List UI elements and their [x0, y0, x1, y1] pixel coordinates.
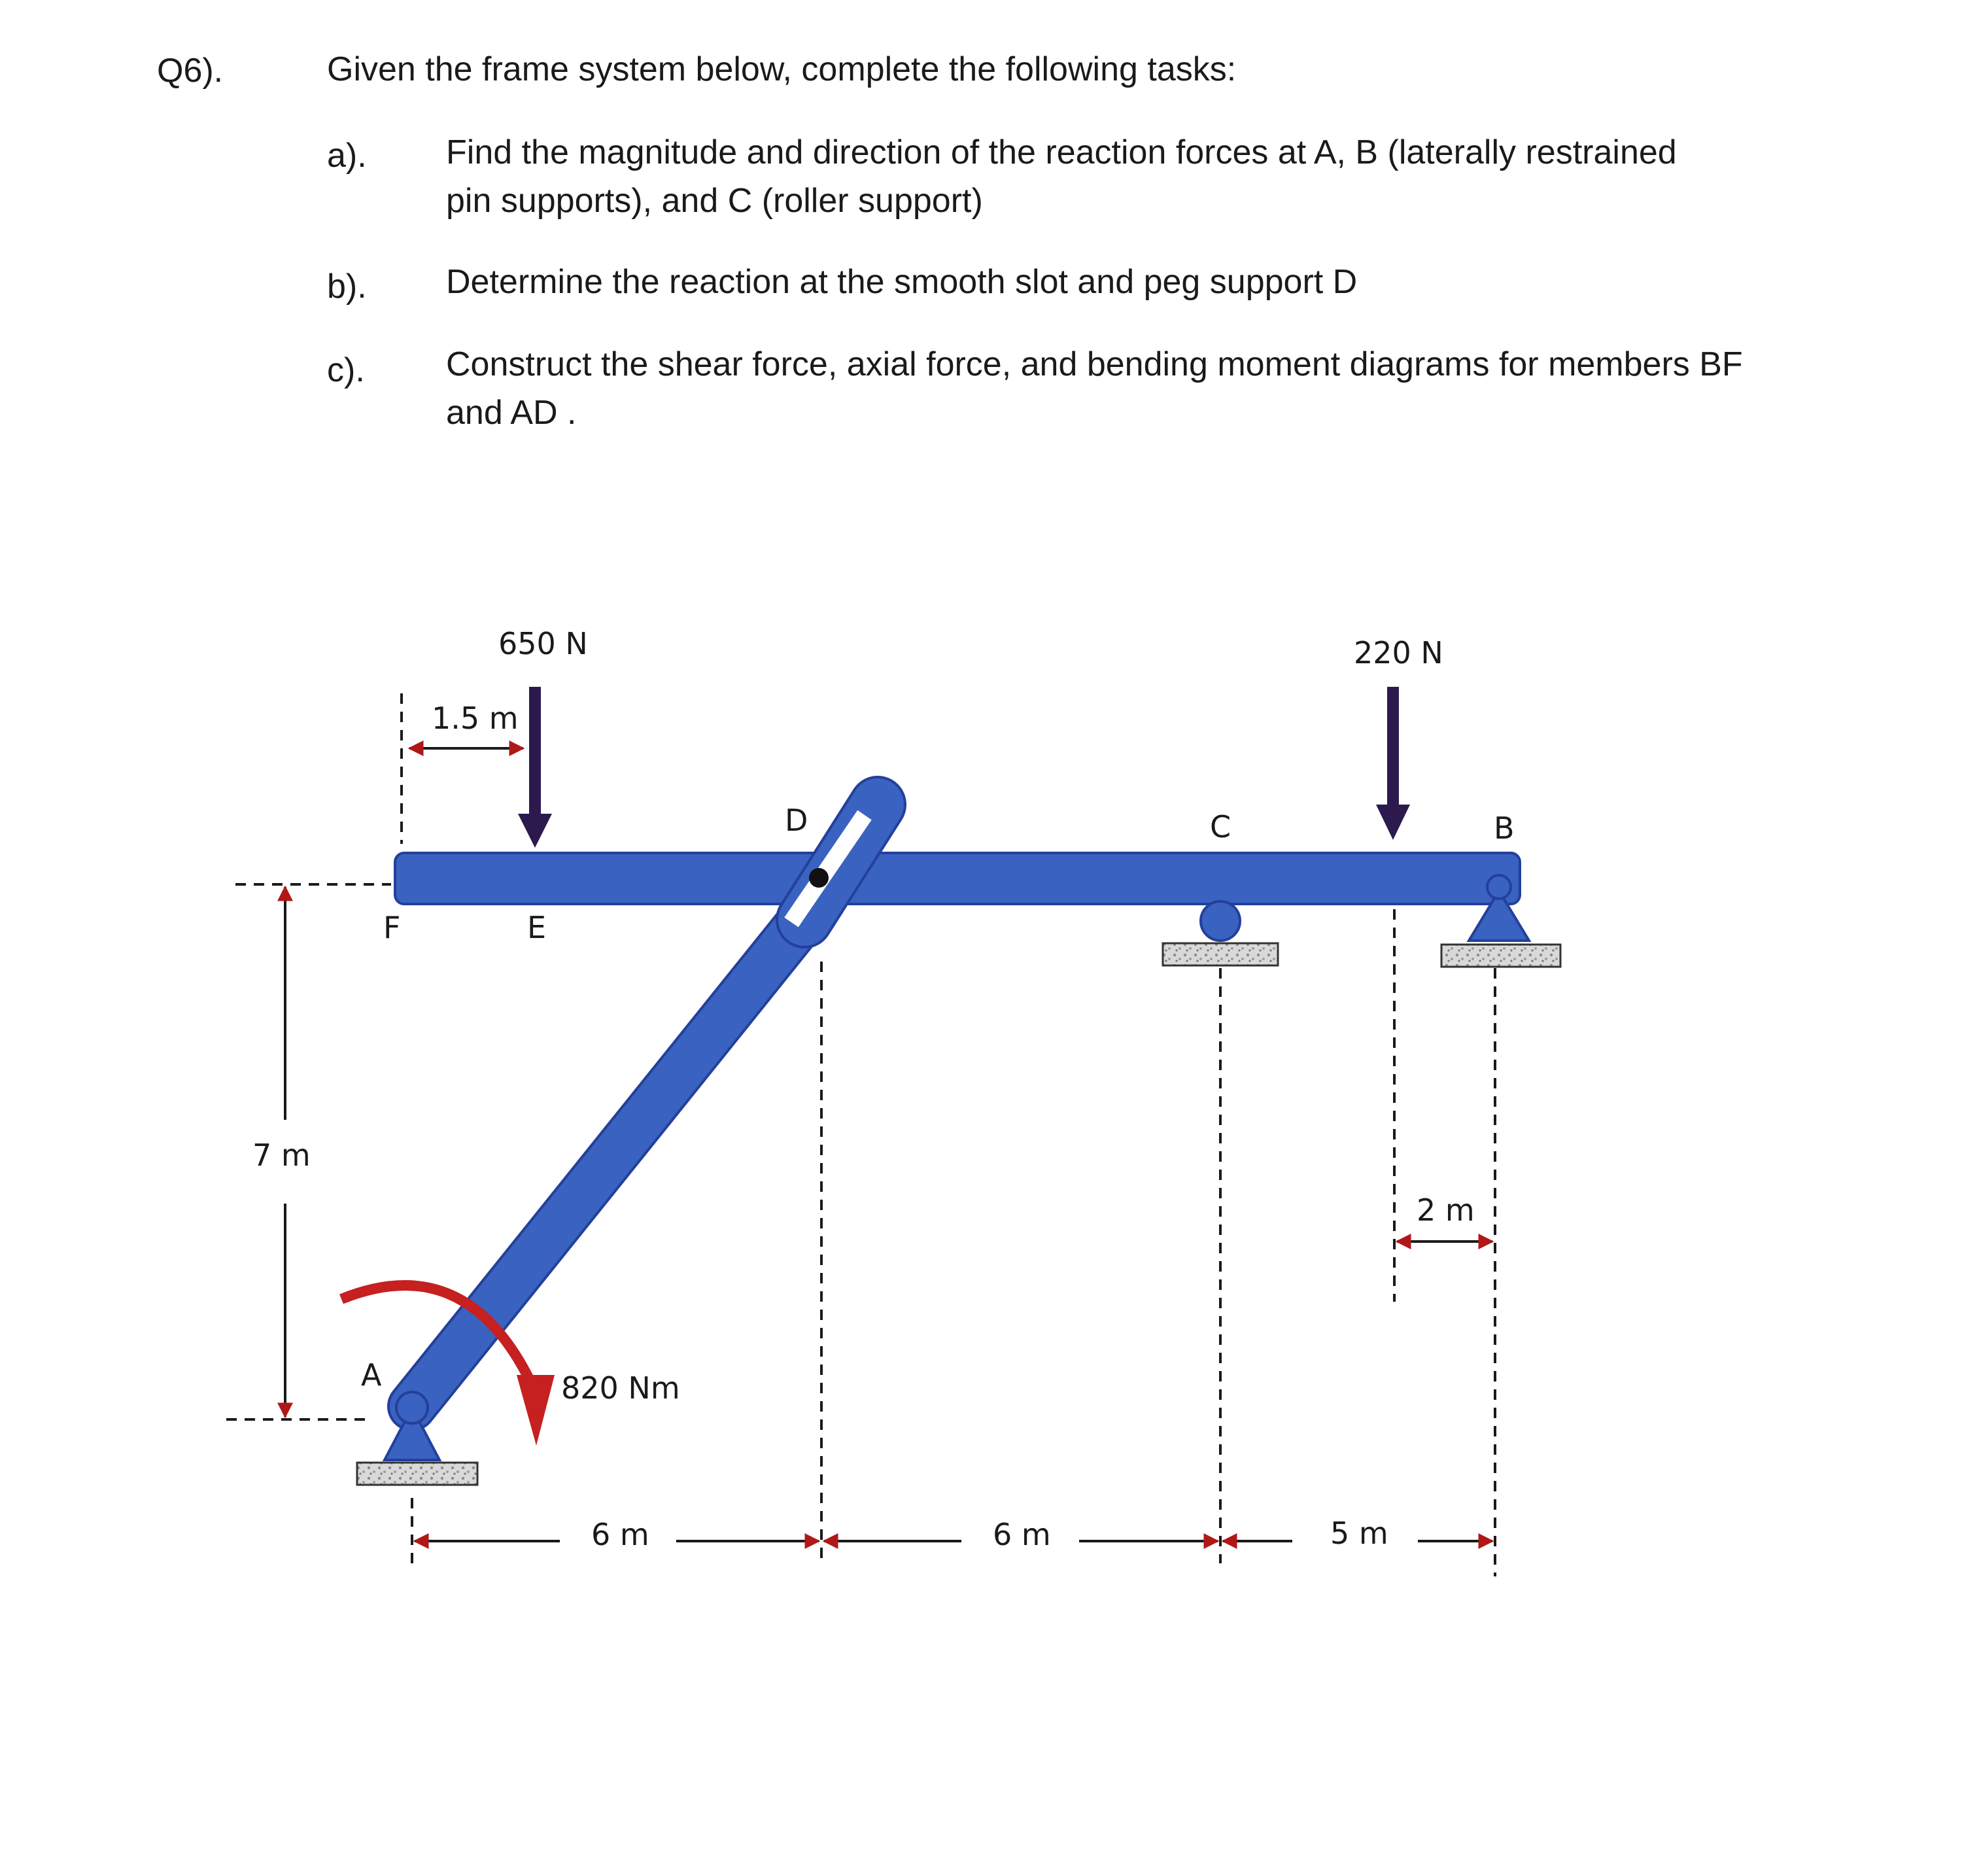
- label-e: E: [527, 910, 547, 945]
- ground-b: [1441, 945, 1560, 967]
- dim-label-d-c: 6 m: [993, 1517, 1051, 1552]
- pin-support-a: [357, 1392, 477, 1485]
- roller-support-c: [1163, 901, 1278, 965]
- load-label-220n: 220 N: [1354, 635, 1443, 670]
- dim-label-a-d: 6 m: [591, 1517, 649, 1552]
- task-a-line-1: Find the magnitude and direction of the reaction forces at A, B (laterally restrained: [446, 133, 1677, 171]
- ground-a: [357, 1463, 477, 1485]
- dim-label-7m: 7 m: [252, 1138, 311, 1173]
- dim-label-2m: 2 m: [1417, 1192, 1475, 1228]
- task-c-line-2: and AD .: [446, 394, 577, 432]
- task-a-letter: a).: [327, 137, 367, 175]
- ground-c: [1163, 943, 1278, 965]
- label-a: A: [361, 1357, 382, 1393]
- load-label-650n: 650 N: [498, 626, 588, 661]
- task-a-line-2: pin supports), and C (roller support): [446, 182, 983, 220]
- question-intro: Given the frame system below, complete the following tasks:: [327, 50, 1237, 88]
- member-bf: [395, 853, 1520, 904]
- task-c-line-1: Construct the shear force, axial force, and bending moment diagrams for members BF: [446, 345, 1743, 383]
- question-number: Q6).: [157, 52, 224, 90]
- dim-label-1-5m: 1.5 m: [432, 701, 519, 736]
- label-f: F: [383, 910, 401, 945]
- task-b-letter: b).: [327, 268, 367, 305]
- label-d: D: [785, 803, 808, 838]
- label-c: C: [1210, 809, 1231, 844]
- dim-label-c-b: 5 m: [1330, 1516, 1388, 1551]
- peg-d: [809, 868, 829, 888]
- task-b-line-1: Determine the reaction at the smooth slot and peg support D: [446, 263, 1358, 301]
- load-arrow-650n: [518, 687, 552, 848]
- task-c-letter: c).: [327, 351, 365, 389]
- label-b: B: [1494, 810, 1515, 846]
- member-ad-fill: [412, 861, 850, 1406]
- moment-label-820nm: 820 Nm: [561, 1370, 680, 1406]
- load-arrow-220n: [1376, 687, 1410, 840]
